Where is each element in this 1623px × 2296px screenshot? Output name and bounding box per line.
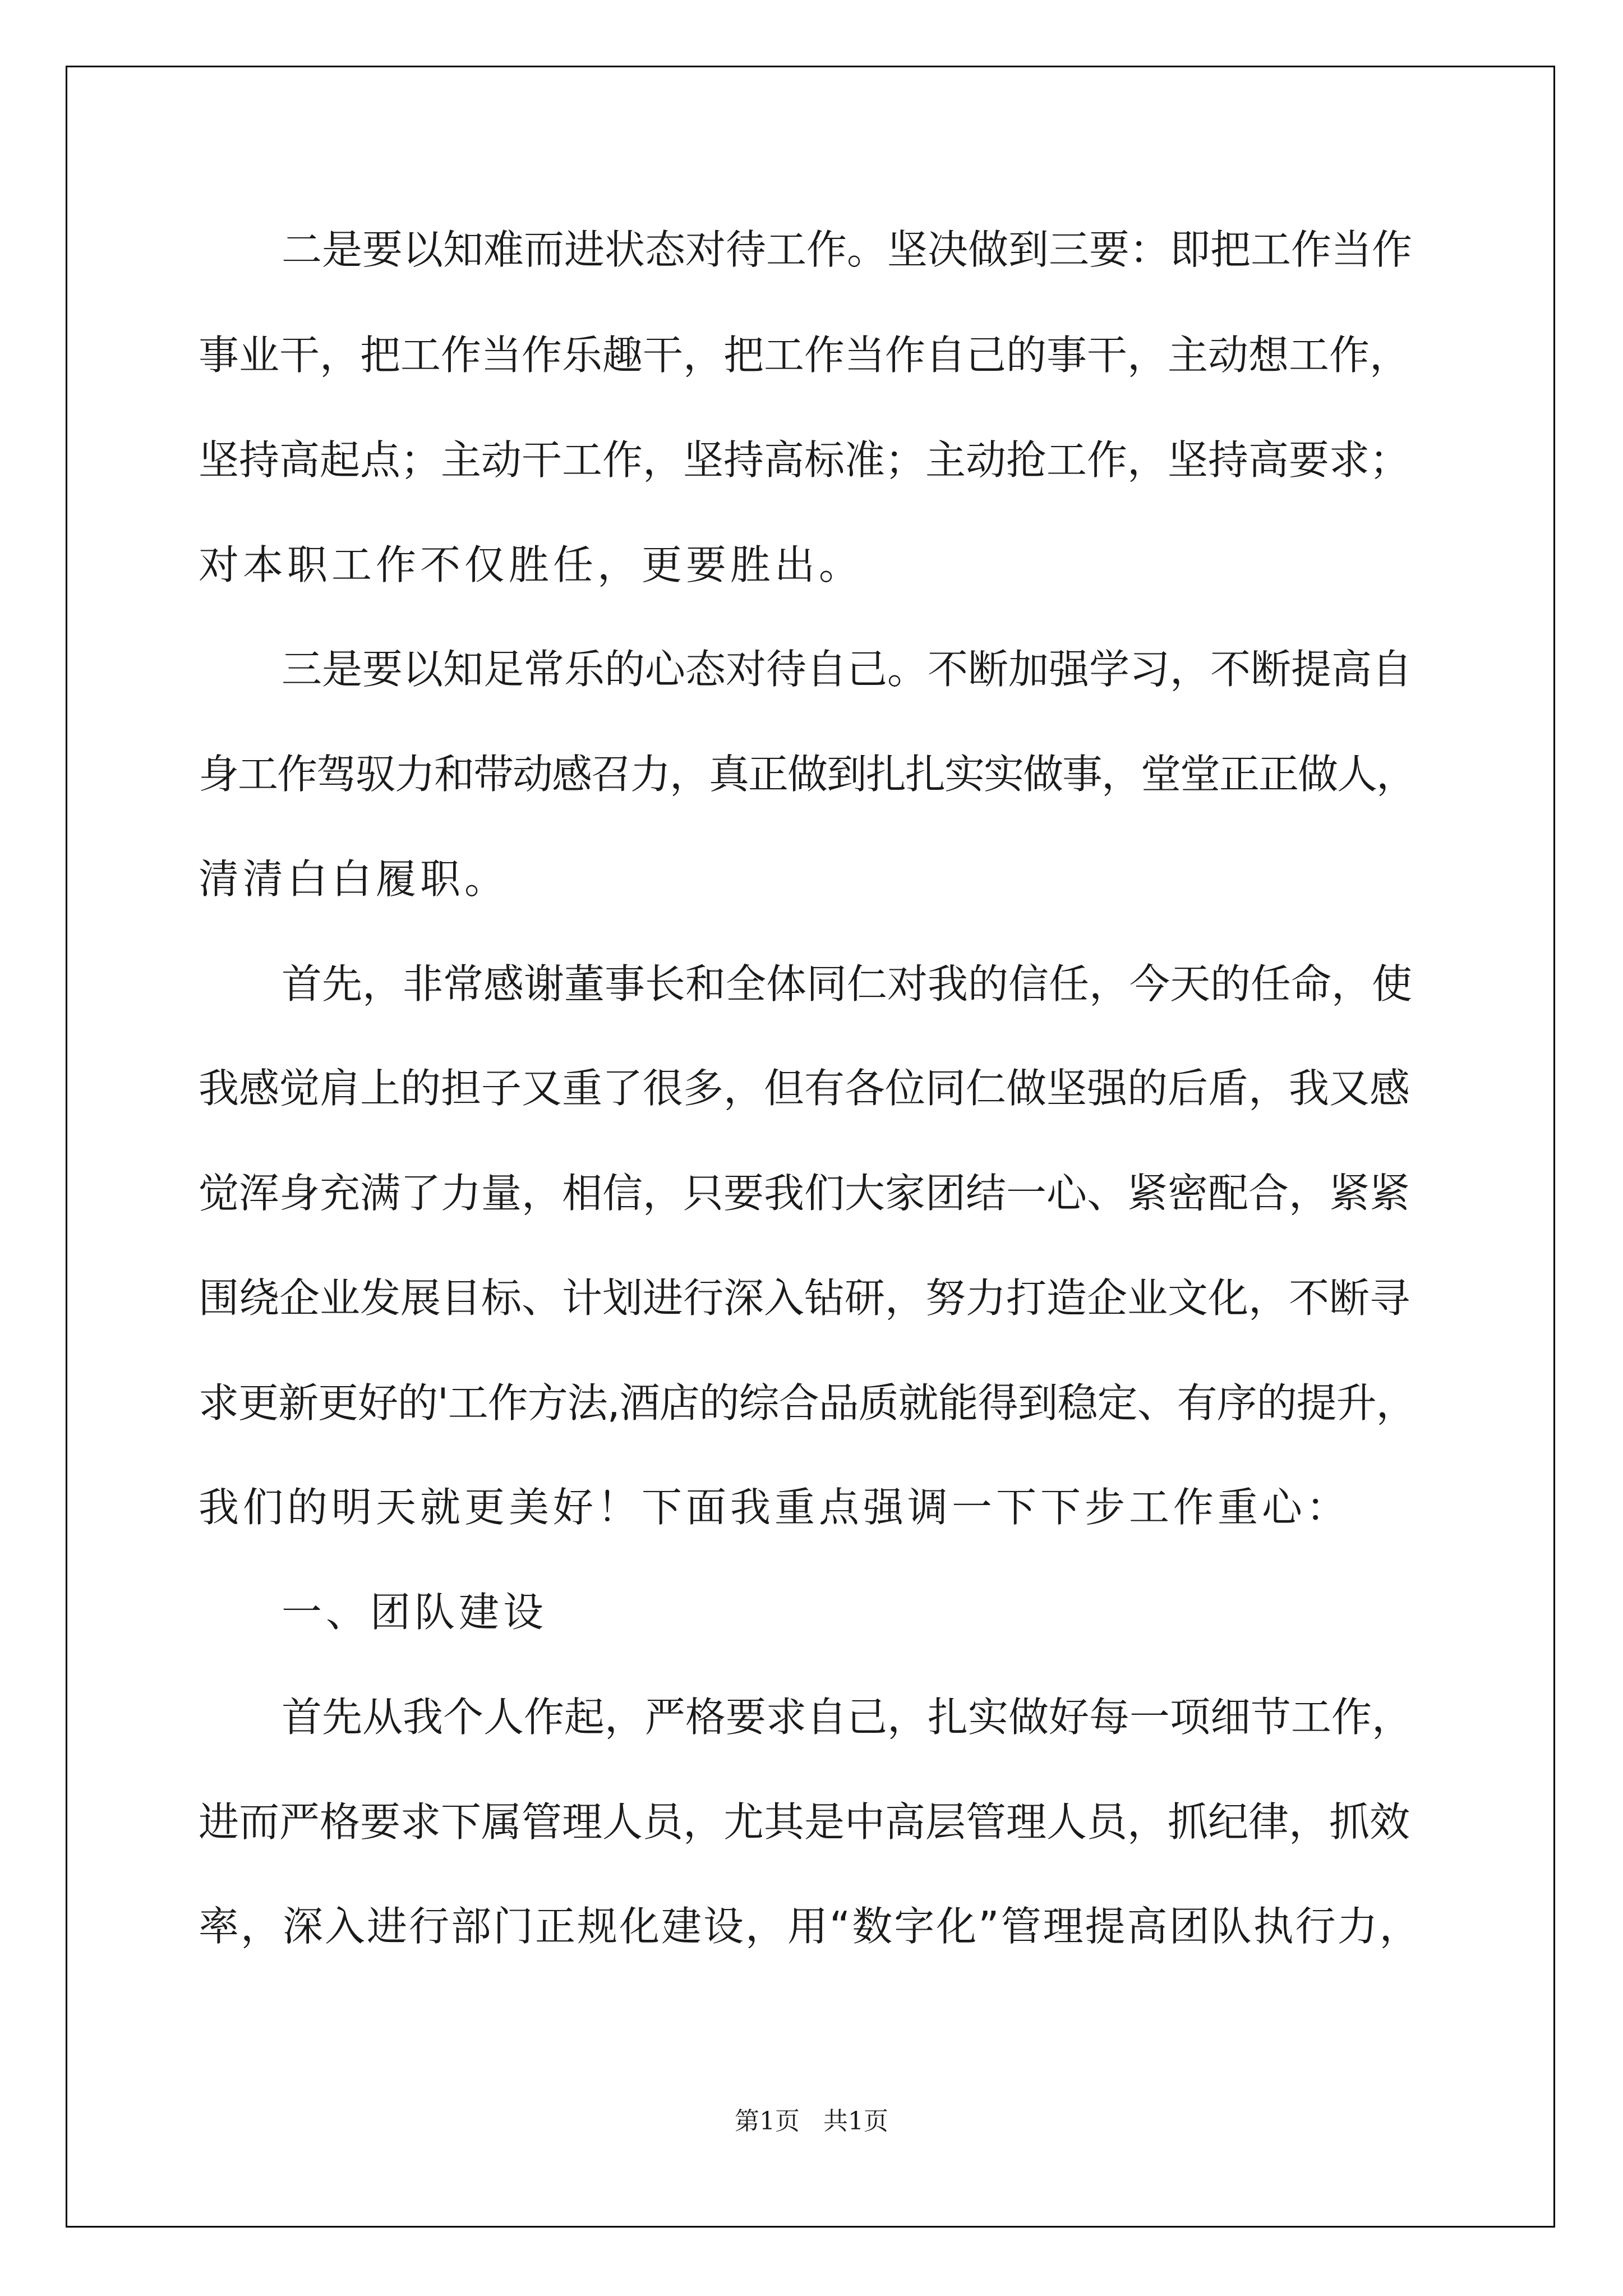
paragraph-line: 对本职工作不仅胜任，更要胜出。 [199, 541, 864, 588]
paragraph-line: 事业干，把工作当作乐趣干，把工作当作自己的事干，主动想工作， [199, 332, 1410, 379]
paragraph-line: 三是要以知足常乐的心态对待自己。不断加强学习，不断提高自 [282, 646, 1413, 693]
paragraph-line: 身工作驾驭力和带动感召力，真正做到扎扎实实做事，堂堂正正做人， [199, 751, 1416, 798]
paragraph-line: 清清白白履职。 [199, 855, 509, 903]
paragraph-line: 围绕企业发展目标、计划进行深入钻研，努力打造企业文化，不断寻 [199, 1274, 1410, 1322]
paragraph-line: 求更新更好的'工作方法,酒店的综合品质就能得到稳定、有序的提升， [199, 1379, 1416, 1427]
paragraph-line: 我感觉肩上的担子又重了很多，但有各位同仁做坚强的后盾，我又感 [199, 1065, 1410, 1112]
paragraph-line: 二是要以知难而进状态对待工作。坚决做到三要：即把工作当作 [282, 226, 1413, 273]
paragraph-line: 率，深入进行部门正规化建设，用“数字化”管理提高团队执行力， [199, 1903, 1422, 1950]
paragraph-line: 我们的明天就更美好！下面我重点强调一下下步工作重心： [199, 1484, 1351, 1531]
paragraph-line: 坚持高起点；主动干工作，坚持高标准；主动抢工作，坚持高要求； [199, 436, 1410, 484]
paragraph-line: 进而严格要求下属管理人员，尤其是中高层管理人员，抓纪律，抓效 [199, 1798, 1410, 1846]
page-number-footer: 第1页 共1页 [735, 2107, 888, 2136]
paragraph-line: 觉浑身充满了力量，相信，只要我们大家团结一心、紧密配合，紧紧 [199, 1170, 1410, 1217]
paragraph-line: 首先，非常感谢董事长和全体同仁对我的信任，今天的任命，使 [282, 960, 1413, 1007]
paragraph-line: 首先从我个人作起，严格要求自己，扎实做好每一项细节工作， [282, 1694, 1413, 1741]
section-heading: 一、团队建设 [282, 1589, 548, 1636]
